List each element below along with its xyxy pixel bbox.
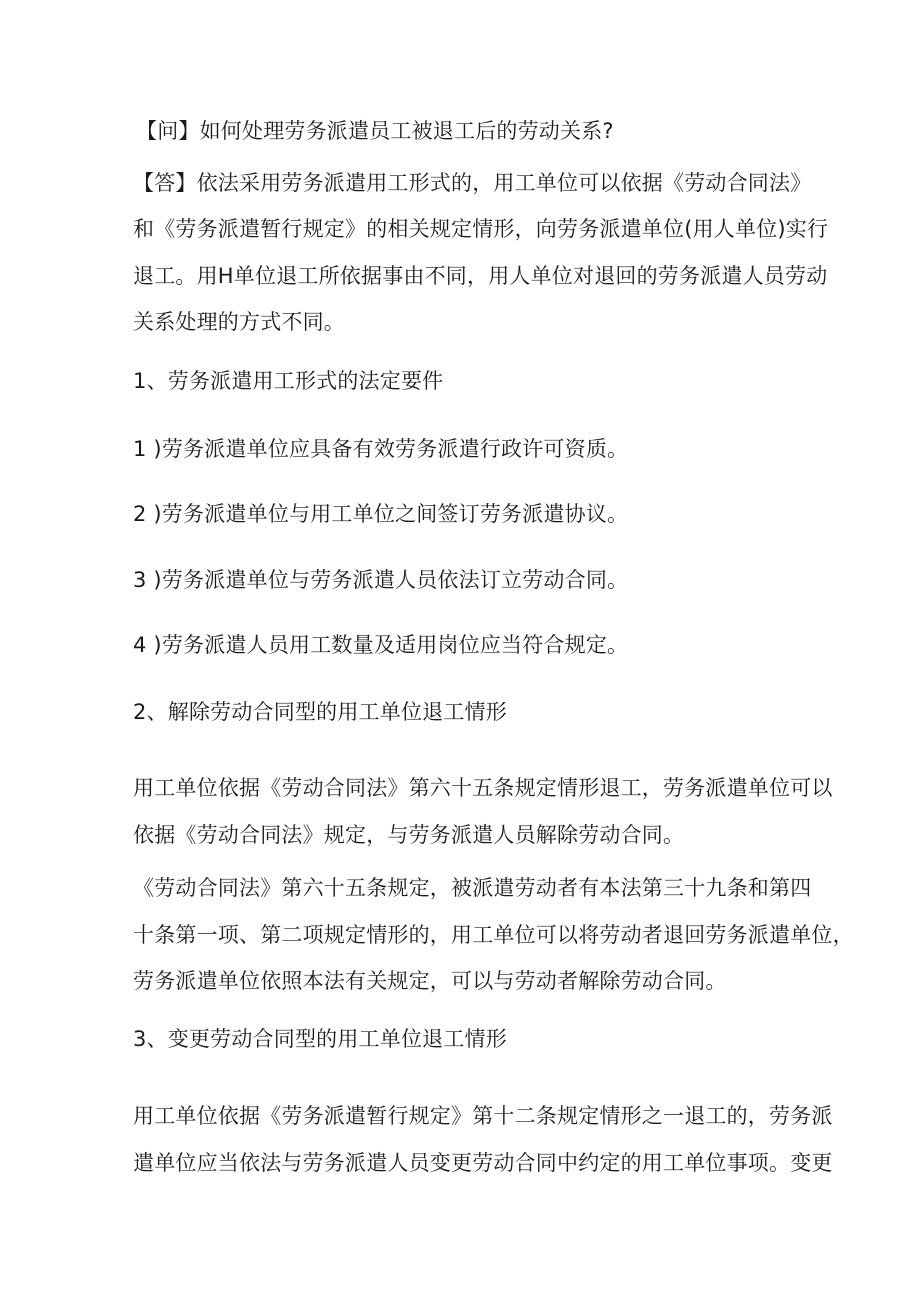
answer-line-2: 和《劳务派遣暂行规定》的相关规定情形，向劳务派遣单位(用人单位)实行 <box>133 217 829 241</box>
section1-item-3: 3 )劳务派遣单位与劳务派遣人员依法订立劳动合同。 <box>133 568 629 592</box>
section1-item-2: 2 )劳务派遣单位与用工单位之间签订劳务派遣协议。 <box>133 502 629 526</box>
section2-para2-line-1: 《劳动合同法》第六十五条规定，被派遣劳动者有本法第三十九条和第四 <box>133 876 812 900</box>
answer-line-4: 关系处理的方式不同。 <box>133 310 345 334</box>
section3-para1-line-1: 用工单位依据《劳务派遣暂行规定》第十二条规定情形之一退工的，劳务派 <box>133 1104 833 1128</box>
section1-item-4: 4 )劳务派遣人员用工数量及适用岗位应当符合规定。 <box>133 633 629 657</box>
answer-line-3: 退工。用H单位退工所依据事由不同，用人单位对退回的劳务派遣人员劳动 <box>133 264 828 288</box>
question-line: 【问】如何处理劳务派遣员工被退工后的劳动关系? <box>136 119 614 143</box>
section3-para1-line-2: 遣单位应当依法与劳务派遣人员变更劳动合同中约定的用工单位事项。变更 <box>133 1151 833 1175</box>
section3-heading: 3、变更劳动合同型的用工单位退工情形 <box>133 1027 507 1051</box>
section2-heading: 2、解除劳动合同型的用工单位退工情形 <box>133 700 507 724</box>
section2-para2-line-2: 十条第一项、第二项规定情形的，用工单位可以将劳动者退回劳务派遣单位， <box>133 923 854 947</box>
section2-para1-line-1: 用工单位依据《劳动合同法》第六十五条规定情形退工，劳务派遣单位可以 <box>133 776 833 800</box>
answer-line-1: 【答】依法采用劳务派遣用工形式的，用工单位可以依据《劳动合同法》 <box>133 171 812 195</box>
section2-para2-line-3: 劳务派遣单位依照本法有关规定，可以与劳动者解除劳动合同。 <box>133 969 727 993</box>
section1-heading: 1、劳务派遣用工形式的法定要件 <box>133 369 444 393</box>
section2-para1-line-2: 依据《劳动合同法》规定，与劳务派遣人员解除劳动合同。 <box>133 823 685 847</box>
section1-item-1: 1 )劳务派遣单位应具备有效劳务派遣行政许可资质。 <box>133 437 629 461</box>
